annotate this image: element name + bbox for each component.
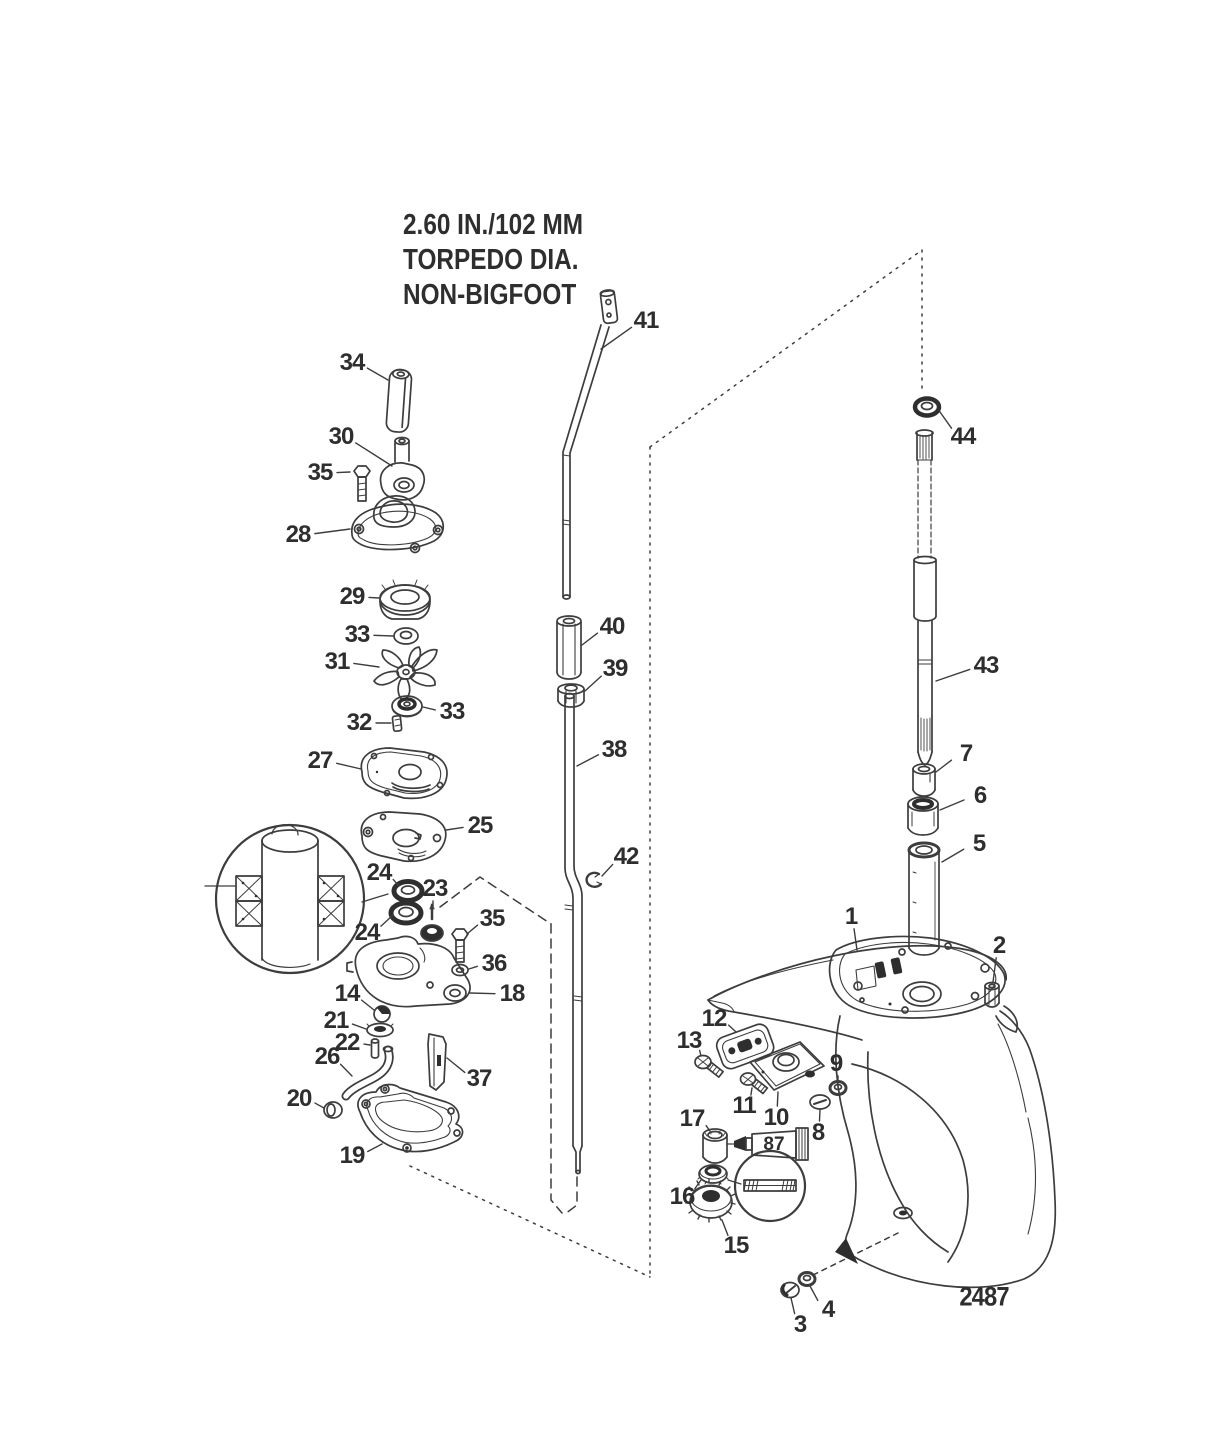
part-22-pin [372, 1039, 379, 1058]
part-16-bearing-race [698, 1165, 728, 1184]
callout-9-38: 9 [829, 1050, 843, 1077]
part-28-pump-cover [352, 496, 443, 553]
part-19-gasket [358, 1085, 463, 1152]
part-6-bearing [908, 797, 938, 835]
part-14-cap [374, 1006, 390, 1022]
callout-37-21: 37 [466, 1065, 492, 1092]
callout-33-7: 33 [439, 698, 465, 725]
part-42-clip [587, 873, 601, 887]
callout-35-14: 35 [479, 905, 505, 932]
callout-28-3: 28 [285, 521, 311, 548]
part-33-washer-lower [392, 696, 422, 717]
part-41-shift-shaft [563, 289, 618, 599]
part-29-insert-cup [380, 580, 430, 619]
part-13-screw [695, 1056, 723, 1078]
part-39-nut [558, 684, 584, 707]
part-8-plug [810, 1095, 830, 1109]
callout-6-32: 6 [973, 782, 987, 809]
callout-26-20: 26 [314, 1043, 340, 1070]
part-23-seal [421, 904, 443, 941]
part-7-bushing [913, 764, 935, 796]
part-11-screw [741, 1073, 768, 1094]
callout-5-33: 5 [972, 830, 986, 857]
callout-43-30: 43 [973, 652, 999, 679]
part-32-drive-key [392, 716, 402, 732]
inset-seal-detail [205, 825, 388, 973]
callout-16-43: 16 [669, 1183, 695, 1210]
callout-42-28: 42 [613, 843, 639, 870]
callout-36-15: 36 [481, 950, 507, 977]
part-35-bolt-upper [354, 466, 370, 501]
part-31-impeller [374, 647, 437, 700]
callout-29-4: 29 [339, 583, 365, 610]
part-3-screw [781, 1283, 799, 1298]
callout-4-46: 4 [821, 1296, 835, 1323]
part-40-spacer [557, 616, 581, 679]
callout-7-31: 7 [959, 740, 973, 767]
callout-41-24: 41 [633, 307, 659, 334]
callout-33-5: 33 [344, 621, 370, 648]
callout-19-23: 19 [339, 1142, 365, 1169]
part-37-anode-wedge [428, 1034, 446, 1090]
callout-31-6: 31 [324, 648, 350, 675]
callout-14-17: 14 [334, 980, 360, 1007]
callout-35-2: 35 [307, 459, 333, 486]
title-line-2: TORPEDO DIA. [403, 244, 579, 276]
part-43-driveshaft [914, 430, 936, 765]
callout-21-18: 21 [323, 1007, 349, 1034]
callout-24-13: 24 [354, 919, 380, 946]
part-1-gear-housing [708, 937, 1055, 1288]
callout-27-9: 27 [307, 747, 333, 774]
leader-lines [315, 327, 996, 1313]
part-4-washer [799, 1273, 815, 1286]
callout-13-37: 13 [676, 1027, 702, 1054]
callout-8-42: 8 [811, 1119, 825, 1146]
callout-38-27: 38 [601, 736, 627, 763]
part-27-face-plate [361, 748, 447, 798]
callout-10-40: 10 [763, 1104, 789, 1131]
callout-34-0: 34 [339, 349, 365, 376]
part-21-washer [367, 1024, 393, 1037]
callout-2-35: 2 [992, 932, 1006, 959]
inset-loctite-detail [728, 1151, 805, 1221]
glue-tube-size-label: 87 [763, 1134, 785, 1155]
title-line-1: 2.60 IN./102 MM [403, 209, 584, 241]
callout-40-25: 40 [599, 613, 625, 640]
callout-23-12: 23 [422, 875, 448, 902]
drawing-number: 2487 [959, 1281, 1009, 1312]
part-17-bearing [703, 1129, 727, 1163]
callout-15-44: 15 [723, 1232, 749, 1259]
callout-20-22: 20 [286, 1085, 312, 1112]
part-33-washer-upper [394, 628, 418, 644]
callout-3-45: 3 [793, 1311, 807, 1338]
callout-18-16: 18 [499, 980, 525, 1007]
part-34-sleeve [386, 369, 412, 433]
callout-11-39: 11 [732, 1092, 756, 1119]
callout-22-19: 22 [334, 1029, 360, 1056]
callout-12-36: 12 [701, 1005, 727, 1032]
callout-39-26: 39 [602, 655, 628, 682]
part-24-seal-lower [391, 903, 421, 923]
title-line-3: NON-BIGFOOT [403, 279, 577, 311]
part-44-o-ring [915, 399, 939, 416]
callout-17-41: 17 [679, 1105, 705, 1132]
callout-30-1: 30 [328, 423, 354, 450]
callout-44-29: 44 [950, 423, 976, 450]
callout-25-10: 25 [467, 812, 493, 839]
diagram-title [403, 208, 583, 313]
callout-1-34: 1 [844, 903, 858, 930]
part-25-gasket [361, 812, 446, 861]
callout-24-11: 24 [366, 859, 392, 886]
callout-32-8: 32 [346, 709, 372, 736]
part-20-grommet [324, 1102, 342, 1118]
part-30-fitting [381, 438, 425, 500]
